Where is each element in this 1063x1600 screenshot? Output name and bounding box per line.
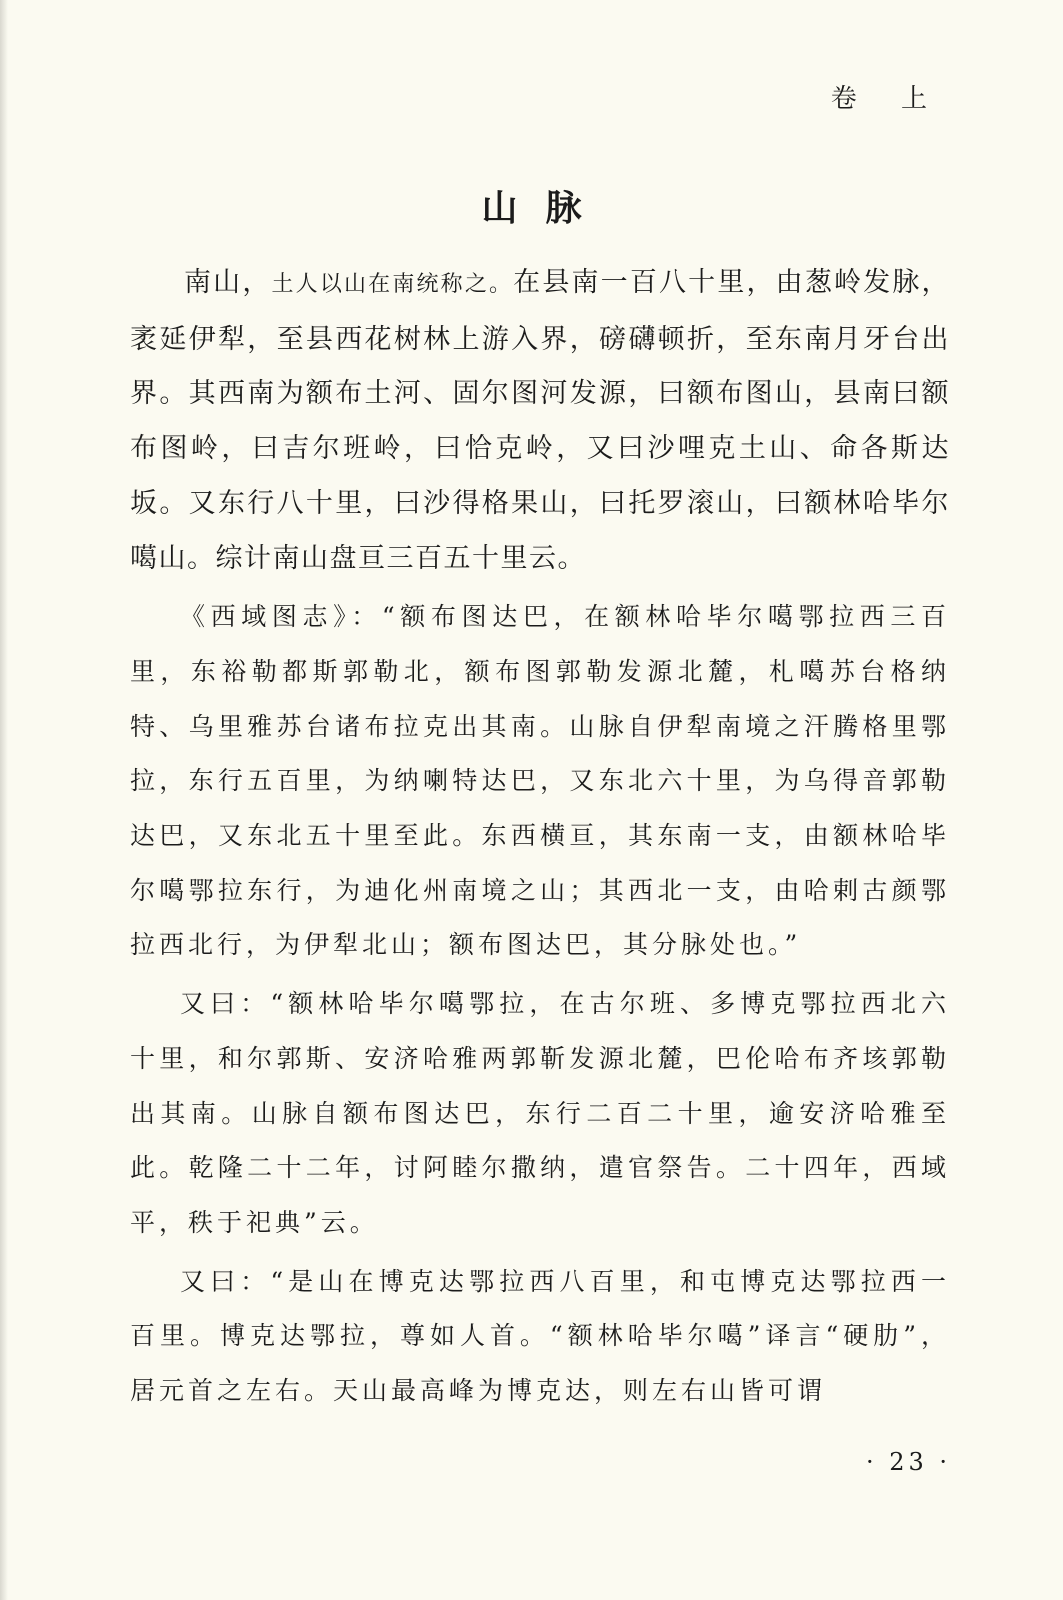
running-header: 卷 上: [830, 84, 945, 114]
page-number: · 23 ·: [865, 1448, 951, 1476]
paragraph-body: 在县南一百八十里，由葱岭发脉，袤延伊犁，至县西花树林上游入界，磅礴顿折，至东南月牙台出界。其西南为额布土河、固尔图河发源，曰额布图山，县南曰额布图岭，曰吉尔班岭，曰恰克岭，又曰沙哩克土山、命各斯达坂。又东行八十里，曰沙得格果山，曰托罗滚山，曰额林哈毕尔噶山。综计南山盘亘三百五十里云。: [130, 267, 950, 574]
inline-note: 土人以山在南统称之。: [271, 272, 514, 297]
body-text: [130, 256, 950, 1419]
paragraph-quote-1: 《西域图志》：“额布图达巴，在额林哈毕尔噶鄂拉西三百里，东裕勒都斯郭勒北，额布图郭勒发源北麓，札噶苏台格纳特、乌里雅苏台诸布拉克出其南。山脉自伊犁南境之汗腾格里鄂拉，东行五百里，为纳喇特达巴，又东北六十里，为乌得音郭勒达巴，又东北五十里至此。东西横亘，其东南一支，由额林哈毕尔噶鄂拉东行，为迪化州南境之山；其西北一支，由哈剌古颜鄂拉西北行，为伊犁北山；额布图达巴，其分脉处也。”: [130, 602, 950, 960]
paragraph-quote-2: 又曰：“额林哈毕尔噶鄂拉，在古尔班、多博克鄂拉西北六十里，和尔郭斯、安济哈雅两郭靳发源北麓，巴伦哈布齐垓郭勒出其南。山脉自额布图达巴，东行二百二十里，逾安济哈雅至此。乾隆二十二年，讨阿睦尔撒纳，遣官祭告。二十四年，西域平，秩于祀典”云。: [130, 989, 950, 1237]
section-title: 山脉: [481, 188, 610, 229]
page-binding-edge: [0, 0, 8, 1600]
paragraph-lead: 南山，: [184, 267, 272, 298]
paragraph-quote-3: 又曰：“是山在博克达鄂拉西八百里，和屯博克达鄂拉西一百里。博克达鄂拉，尊如人首。“额林哈毕尔噶”译言“硬肋”，居元首之左右。天山最高峰为博克达，则左右山皆可谓: [130, 1266, 950, 1406]
paragraph-main: [130, 256, 950, 586]
